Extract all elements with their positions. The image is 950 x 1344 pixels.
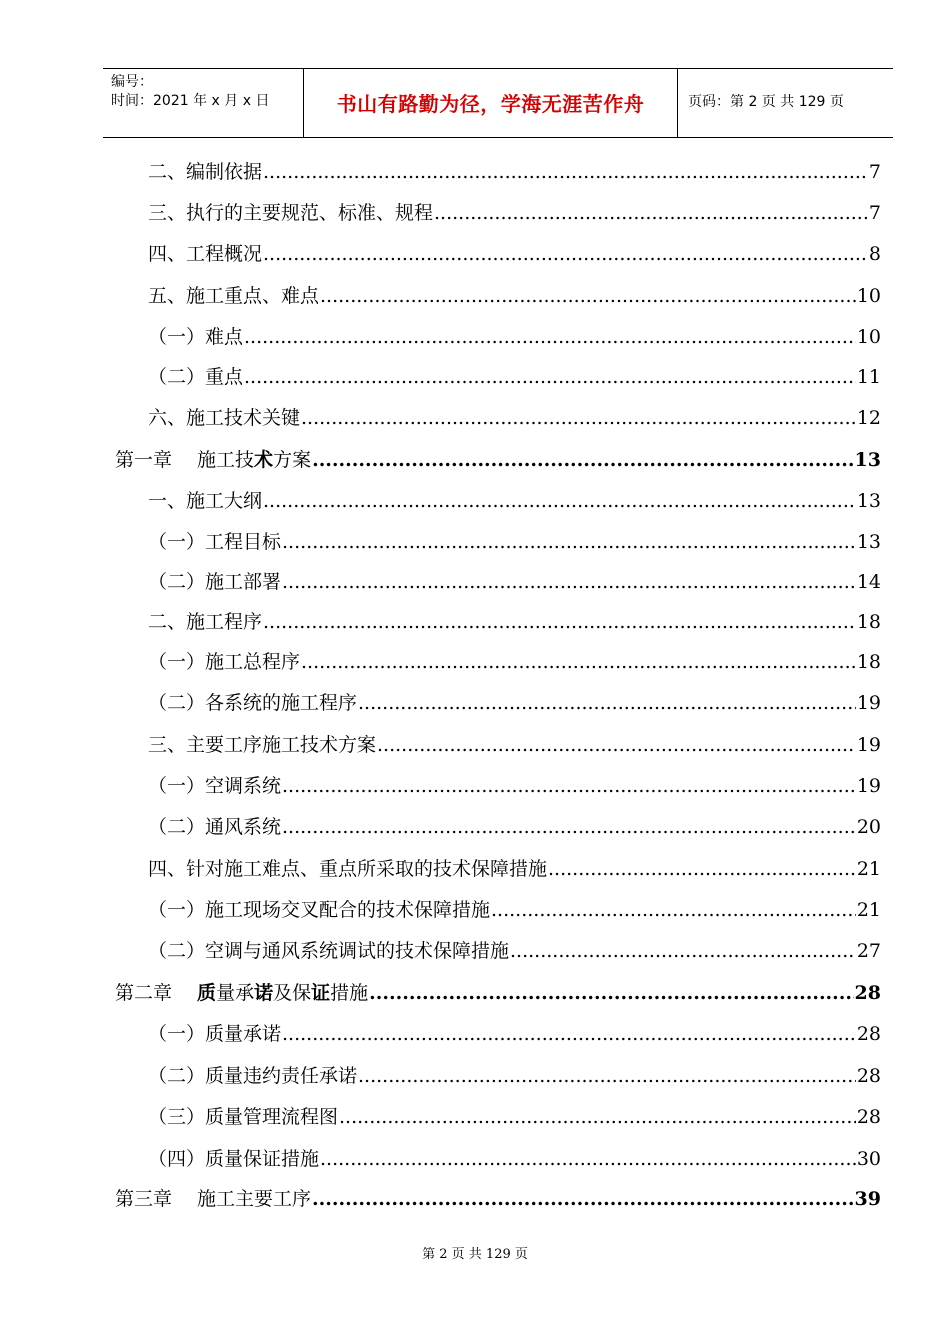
toc-entry-page: 21 — [856, 899, 881, 921]
toc-entry-page: 10 — [856, 326, 881, 348]
toc-entry-label: 二、编制依据 — [148, 161, 263, 183]
toc-entry[interactable] — [148, 283, 881, 309]
toc-leader-dots — [263, 241, 868, 267]
toc-entry[interactable] — [148, 609, 881, 635]
toc-entry-label: （二）质量违约责任承诺 — [148, 1065, 358, 1087]
toc-leader-dots — [244, 364, 856, 390]
toc-entry-page: 7 — [868, 161, 881, 183]
toc-leader-dots — [282, 529, 856, 555]
toc-entry-page: 13 — [856, 531, 881, 553]
toc-chapter-label — [115, 447, 311, 473]
toc-entry-page: 19 — [856, 775, 881, 797]
toc-entry-label: （四）质量保证措施 — [148, 1148, 320, 1170]
toc-entry[interactable] — [148, 1063, 881, 1089]
toc-leader-dots — [282, 1021, 856, 1047]
toc-entry[interactable] — [148, 856, 881, 882]
toc-entry-label: （一）质量承诺 — [148, 1023, 282, 1045]
toc-entry-label: 五、施工重点、难点 — [148, 285, 320, 307]
toc-entry[interactable] — [148, 241, 881, 267]
toc-leader-dots — [320, 1146, 856, 1172]
toc-entry[interactable] — [148, 732, 881, 758]
toc-entry-page: 11 — [856, 366, 881, 388]
toc-entry-page: 30 — [856, 1148, 881, 1170]
toc-entry-page: 14 — [856, 571, 881, 593]
toc-entry-label: （二）空调与通风系统调试的技术保障措施 — [148, 940, 510, 962]
toc-entry[interactable] — [148, 200, 881, 226]
toc-entry[interactable] — [148, 897, 881, 923]
toc-entry-page: 7 — [868, 202, 881, 224]
toc-entry-label: 三、主要工序施工技术方案 — [148, 734, 377, 756]
toc-entry-label: 二、施工程序 — [148, 611, 263, 633]
toc-entry-page: 21 — [856, 858, 881, 880]
toc-entry-label: （三）质量管理流程图 — [148, 1106, 339, 1128]
toc-entry-page: 8 — [868, 243, 881, 265]
toc-leader-dots — [320, 283, 856, 309]
toc-label-part: 量承 — [216, 982, 255, 1004]
toc-entry-page: 20 — [856, 816, 881, 838]
header-page-info: 页码：第 2 页 共 129 页 — [688, 94, 844, 110]
toc-entry-page: 27 — [856, 940, 881, 962]
toc-label-part: 措施 — [330, 982, 369, 1004]
toc-leader-dots — [358, 690, 856, 716]
toc-leader-dots — [282, 569, 856, 595]
toc-entry[interactable] — [148, 324, 881, 350]
toc-entry[interactable] — [148, 405, 881, 431]
toc-chapter-entry[interactable] — [115, 980, 881, 1006]
toc-entry[interactable] — [148, 1104, 881, 1130]
toc-entry-label: （一）工程目标 — [148, 531, 282, 553]
toc-label-part: 及保 — [273, 982, 312, 1004]
toc-chapter-label: 第三章 施工主要工序 — [115, 1188, 312, 1210]
toc-leader-dots — [339, 1104, 856, 1130]
toc-entry[interactable] — [148, 938, 881, 964]
toc-label-part: 术 — [254, 449, 274, 471]
toc-entry-label: 四、针对施工难点、重点所采取的技术保障措施 — [148, 858, 548, 880]
header-meta-cell — [103, 69, 304, 137]
toc-entry-label: 四、工程概况 — [148, 243, 263, 265]
toc-entry-page: 28 — [856, 1106, 881, 1128]
toc-entry-label: （一）空调系统 — [148, 775, 282, 797]
toc-chapter-entry[interactable] — [115, 1186, 881, 1212]
time-label: 时间：2021 年 x 月 x 日 — [111, 93, 270, 109]
toc-chapter-label — [115, 980, 368, 1006]
toc-leader-dots — [244, 324, 856, 350]
toc-leader-dots — [282, 773, 856, 799]
toc-leader-dots — [301, 405, 856, 431]
toc-leader-dots — [434, 200, 868, 226]
toc-entry-label: 一、施工大纲 — [148, 490, 263, 512]
toc-entry[interactable] — [148, 364, 881, 390]
toc-entry-page: 28 — [856, 1023, 881, 1045]
slogan: 书山有路勤为径，学海无涯苦作舟 — [336, 92, 645, 116]
toc-entry-label: （二）通风系统 — [148, 816, 282, 838]
toc-entry-label: （一）施工总程序 — [148, 651, 301, 673]
toc-entry[interactable] — [148, 1146, 881, 1172]
toc-entry[interactable] — [148, 649, 881, 675]
toc-label-part: 质 — [197, 982, 217, 1004]
toc-leader-dots — [548, 856, 856, 882]
page-header — [103, 68, 893, 138]
toc-chapter-entry[interactable] — [115, 447, 881, 473]
toc-entry-page: 12 — [856, 407, 881, 429]
toc-entry[interactable] — [148, 529, 881, 555]
header-slogan-cell — [304, 69, 678, 137]
toc-entry-label: （一）施工现场交叉配合的技术保障措施 — [148, 899, 491, 921]
toc-entry-label: 六、施工技术关键 — [148, 407, 301, 429]
toc-leader-dots — [312, 447, 853, 473]
toc-entry-page: 19 — [856, 734, 881, 756]
toc-entry-page: 39 — [854, 1188, 881, 1210]
toc-entry[interactable] — [148, 569, 881, 595]
serial-label: 编号： — [111, 74, 153, 90]
toc-entry[interactable] — [148, 773, 881, 799]
toc-leader-dots — [263, 159, 868, 185]
toc-entry[interactable] — [148, 1021, 881, 1047]
toc-leader-dots — [377, 732, 856, 758]
toc-label-part: 方案 — [273, 449, 312, 471]
toc-entry-label: （一）难点 — [148, 326, 244, 348]
toc-entry-page: 13 — [856, 490, 881, 512]
toc-label-part: 第一章 施工技 — [115, 449, 255, 471]
toc-leader-dots — [312, 1186, 854, 1212]
toc-entry-page: 13 — [854, 449, 881, 471]
toc-leader-dots — [510, 938, 856, 964]
toc-entry-label: （二）施工部署 — [148, 571, 282, 593]
toc-entry[interactable] — [148, 690, 881, 716]
toc-label-part: 证 — [311, 982, 331, 1004]
toc-leader-dots — [369, 980, 853, 1006]
toc-leader-dots — [282, 814, 856, 840]
toc-entry-page: 28 — [856, 1065, 881, 1087]
toc-leader-dots — [263, 488, 856, 514]
toc-leader-dots — [358, 1063, 856, 1089]
toc-label-part: 第二章 — [115, 982, 198, 1004]
toc-leader-dots — [263, 609, 856, 635]
toc-label-part: 诺 — [254, 982, 274, 1004]
toc-entry-page: 18 — [856, 651, 881, 673]
toc-entry-page: 18 — [856, 611, 881, 633]
toc-entry-page: 19 — [856, 692, 881, 714]
toc-entry-label: 三、执行的主要规范、标准、规程 — [148, 202, 434, 224]
toc-entry-label: （二）各系统的施工程序 — [148, 692, 358, 714]
toc-leader-dots — [491, 897, 856, 923]
toc-entry[interactable] — [148, 814, 881, 840]
page-footer: 第 2 页 共 129 页 — [422, 1247, 528, 1262]
toc-entry-page: 28 — [854, 982, 881, 1004]
toc-leader-dots — [301, 649, 856, 675]
toc-entry[interactable] — [148, 488, 881, 514]
toc-entry-label: （二）重点 — [148, 366, 244, 388]
toc-entry[interactable] — [148, 159, 881, 185]
toc-entry-page: 10 — [856, 285, 881, 307]
